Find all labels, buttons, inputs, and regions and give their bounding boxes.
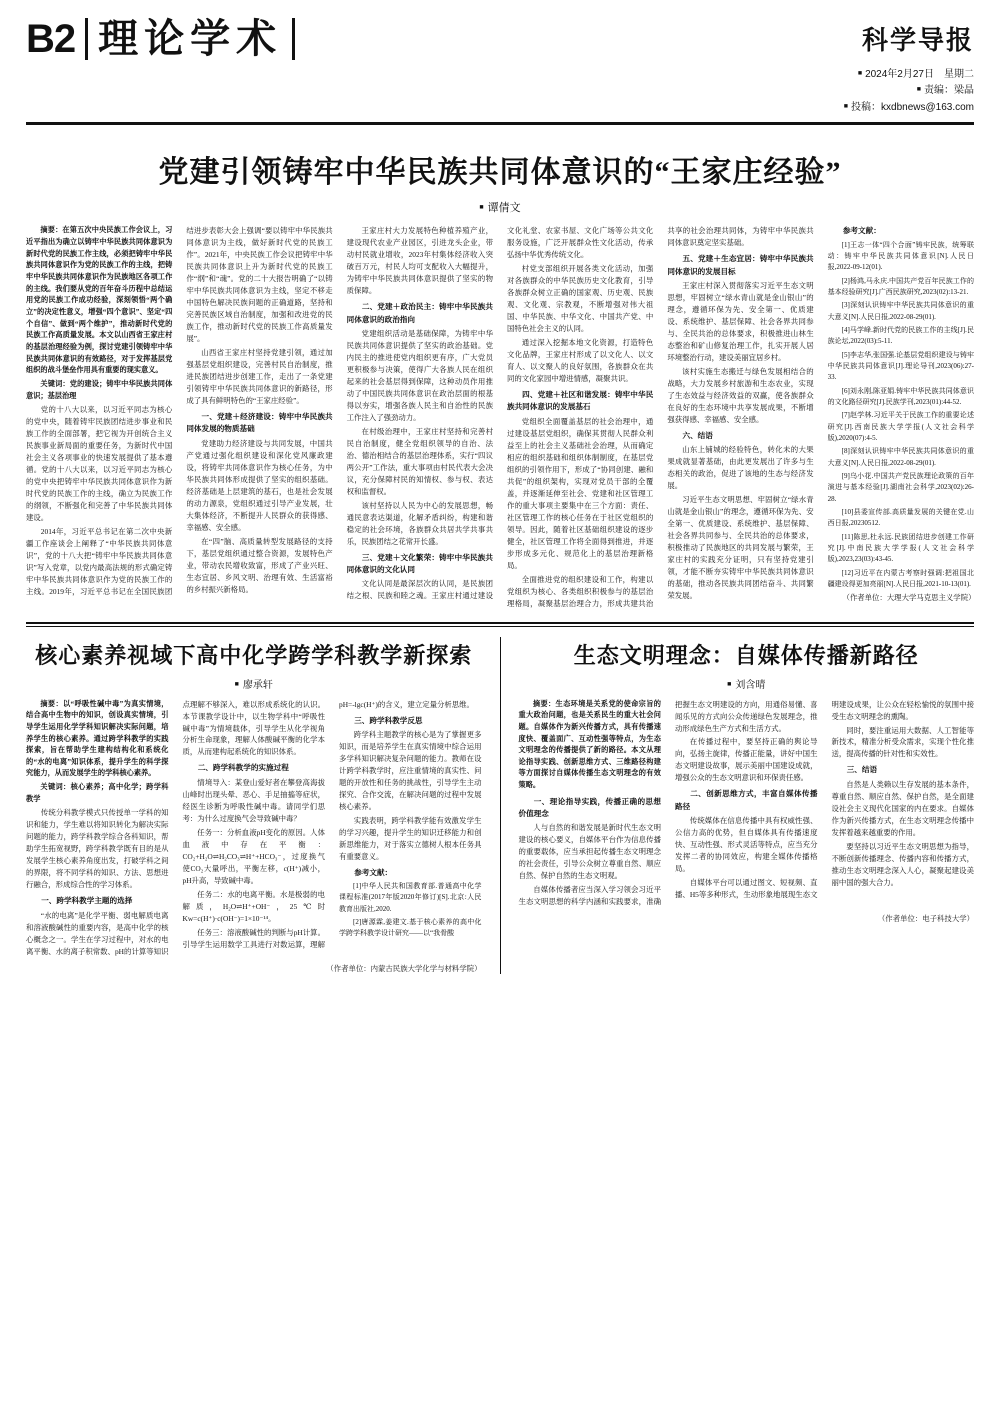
lead-paragraph: 文化认同是最深层次的认同，是民族团结之根、民族和睦之魂。王家庄村通过建设文化礼堂、农家书屋、文化广场等公共文化服务设施，广泛开展群众性文化活动，传承弘扬中华优秀传统文化。: [346, 226, 654, 601]
article-paragraph: 同时，要注重运用大数据、人工智能等新技术，精准分析受众需求，实现个性化推送，提高传播的针对性和实效性。: [831, 725, 974, 759]
article-right-body: [519, 699, 975, 909]
article-paragraph: 跨学科主题教学的核心是为了掌握更多知识，而是培养学生在真实情境中综合运用多学科知识解决复杂问题的能力。教师在设计跨学科教学时，应注重情境的真实性、问题的开放性和任务的挑战性，引导学生主动探究、合作交流，在解决问题的过程中发展核心素养。: [339, 729, 482, 811]
lead-paragraph: 该村坚持以人民为中心的发展思想，畅通民意表达渠道，化解矛盾纠纷，构建和谐稳定的社会环境，各族群众共居共学共事共乐，民族团结之花常开长盛。: [346, 500, 493, 546]
lead-section-heading: 四、党建＋社区和谐发展：铸牢中华民族共同体意识的发展基石: [506, 390, 654, 412]
reference-item: [6]刘永刚,陈亚娟.铸牢中华民族共同体意识的文化路径研究[J].民族学刊,2023(01):44-52.: [827, 386, 974, 406]
masthead-right: [844, 18, 974, 116]
publication-date: ■ 2024年2月27日 星期二: [844, 67, 974, 84]
article-paragraph: 实践表明，跨学科教学能有效激发学生的学习兴趣，提升学生的知识迁移能力和创新思维能力，对于落实立德树人根本任务具有重要意义。: [339, 815, 482, 861]
reference-item: [8]深刻认识铸牢中华民族共同体意识的重大意义[N].人民日报,2022-08-29(01).: [827, 447, 974, 467]
article-right-headline: 生态文明理念：自媒体传播新路径: [573, 642, 919, 668]
lead-byline: ■ 谭倩文: [26, 199, 974, 215]
lead-section-heading: 二、党建＋政治民主：铸牢中华民族共同体意识的政治指向: [346, 302, 493, 324]
references-heading: 参考文献：: [842, 226, 881, 236]
article-section-heading: 二、跨学科教学的实施过程: [197, 763, 289, 773]
reference-item: [2]杨鸿,马永庆.中国共产党百年民族工作的基本经验研究[J].广西民族研究,2023(02):13-21.: [827, 276, 974, 296]
lead-paragraph: 在村级治理中，王家庄村坚持和完善村民自治制度，健全党组织领导的自治、法治、德治相结合的基层治理体系，实行“四议两公开”工作法，重大事项由村民代表大会决议，充分保障村民的知情权、参与权、表达权和监督权。: [346, 426, 493, 496]
article-paragraph: 任务二：水的电离平衡。水是极弱的电解质，H₂O⇌H⁺+OH⁻，25℃时Kw=c(H⁺)·c(OH⁻)=1×10⁻¹⁴。: [182, 889, 325, 923]
lead-paragraph: 2014年，习近平总书记在第二次中央新疆工作座谈会上阐释了“中华民族共同体意识”，党的十八大把“铸牢中华民族共同体意识”写入党章，以党内最高法规的形式确定铸牢中华民族共同体意识作为党的民族工作的主线。2019年，习近平总书记在全国民族团结进步表彰大会上强调“要以铸牢中华民族共同体意识为主线，做好新时代党的民族工作”。2021年，中央民族工作会议把铸牢中华民族共同体意识上升为新时代党的民族工作“纲”和“魂”。党的二十大报告明确了“以铸牢中华民族共同体意识为主线，坚定不移走中国特色解决民族问题的正确道路，坚持和完善民族区域自治制度，加强和改进党的民族工作，推动新时代党的民族工作高质量发展”。: [26, 226, 333, 596]
submission-email: ■ 投稿：kxdbnews@163.com: [844, 100, 974, 117]
section-divider-thin: [26, 626, 974, 627]
article-paragraph: 人与自然的和谐发展是新时代生态文明建设的核心要义，自媒体平台作为信息传播的重要载体，应当承担起传播生态文明理念的社会责任，引导公众树立尊重自然、顺应自然、保护自然的生态文明观。: [518, 823, 661, 881]
lead-paragraph: 在“四”脑、高质量转型发展路径的支持下，基层党组织通过整合资源，发展特色产业，带动农民增收致富，形成了产业兴旺、生态宜居、乡风文明、治理有效、生活富裕的乡村振兴新格局。: [186, 536, 333, 594]
lead-paragraph: 王家庄村深入贯彻落实习近平生态文明思想，牢固树立“绿水青山就是金山银山”的理念，遵循环保为先、安全第一、优质建设、系统维护、基层保障、社会各界共同参与、全民共治的总体要求，积极推进山林生态整治和矿山修复治理工作，扎实开展人居环境整治行动，建设美丽宜居乡村。: [667, 280, 814, 362]
reference-item: [2]唐源霖,姜建文.基于核心素养的高中化学跨学科教学设计研究——以“我骨酸: [339, 917, 482, 938]
article-left-unit: （作者单位：内蒙古民族大学化学与材料学院）: [326, 963, 482, 973]
section-title: 理论学术: [85, 18, 295, 60]
article-section-heading: 三、跨学科教学反思: [354, 715, 423, 725]
references-heading: 参考文献：: [354, 867, 393, 877]
lead-abstract: 摘要：在第五次中央民族工作会议上，习近平指出为确立以铸牢中华民族共同体意识为新时代党的民族工作主线，必须把铸牢中华民族共同体意识作为党的民族工作的主线，把铸牢中华民族共同体意识作为民族地区各项工作的主线。我们要从党的百年奋斗历程中总结运用党的民族工作成功经验，深刻领悟“两个确立”的决定性意义，增强“四个意识”、坚定“四个自信”、做到“两个维护”，推动新时代党的民族工作高质量发展。本文以山西省王家庄村的基层治理经验为例，探讨党建引领铸牢中华民族共同体意识的有效路径，对于发挥基层党组织的战斗堡垒作用具有重要的现实意义。: [26, 226, 173, 375]
article-paragraph: 传统媒体在信息传播中具有权威性强、公信力高的优势，但自媒体具有传播速度快、互动性强、形式灵活等特点，应当充分发挥二者的协同效应，构建全媒体传播格局。: [675, 816, 818, 873]
section-divider-thick: [26, 622, 974, 624]
lead-paragraph: 全面推进党的组织建设和工作，构建以党组织为核心、各类组织积极参与的基层治理格局，凝聚基层治理合力，形成共建共治共享的社会治理共同体，为铸牢中华民族共同体意识奠定坚实基础。: [506, 226, 814, 608]
paper-name: 科学导报: [861, 26, 974, 55]
article-paragraph: 自然是人类赖以生存发展的基本条件，尊重自然、顺应自然、保护自然，是全面建设社会主义现代化国家的内在要求。自媒体作为新兴传播方式，在生态文明理念传播中发挥着越来越重要的作用。: [831, 779, 974, 837]
column-divider: [500, 637, 501, 974]
article-paragraph: 自媒体传播者应当深入学习领会习近平生态文明思想的科学内涵和实践要求，准确把握生态文明建设的方向，用通俗易懂、喜闻乐见的方式向公众传递绿色发展理念，推动形成绿色生产方式和生活方式。: [518, 699, 818, 907]
article-paragraph: 任务一：分析血液pH变化的原因。人体血液中存在平衡：CO₂+H₂O⇌H₂CO₃⇌H⁺+HCO₃⁻，过度换气使CO₂大量呼出，平衡左移，c(H⁺)减小，pH升高，导致碱中毒。: [182, 827, 325, 885]
article-left-headline: 核心素养视域下高中化学跨学科教学新探索: [35, 642, 473, 668]
article-right-byline: ■ 刘含晴: [519, 676, 975, 691]
reference-item: [1]王志一体“四个合面”铸牢民族，统筹联动：铸牢中华民族共同体意识[N].人民日报,2022-09-12(01).: [827, 240, 974, 272]
reference-item: [4]马学峰.新时代党的民族工作的主线[J].民族论坛,2022(03):5-11.: [827, 325, 974, 346]
article-paragraph: 任务三：溶液酸碱性的判断与pH计算。引导学生运用数学工具进行对数运算，理解pH=-lgc(H⁺)的含义，建立定量分析思维。: [182, 699, 474, 949]
reference-item: [9]乌小花.中国共产党民族理论政策的百年演进与基本经验[J].湖南社会科学,2023(02):26-28.: [827, 471, 974, 503]
lead-section-heading: 五、党建＋生态宜居：铸牢中华民族共同体意识的发展目标: [667, 254, 814, 276]
masthead: [26, 18, 974, 125]
lead-paragraph: 党建组织活动是基础保障，为铸牢中华民族共同体意识提供了坚实的政治基础。党内民主的推进使党内组织更有序，广大党员更积极参与决策，使得广大各族人民在组织起来的社会基层得到保障，这种动员作用推动了中国民族共同体意识在政治层面的根基得以夯实，增强各族人民主和自治性的民族工作注入了强劲动力。: [346, 328, 493, 422]
masthead-left: [26, 18, 295, 60]
lead-keywords: 关键词：党的建设；铸牢中华民族共同体意识；基层治理: [26, 379, 173, 400]
editor-label: ■ 责编：梁晶: [844, 83, 974, 100]
lead-section-heading: 一、党建＋经济建设：铸牢中华民族共同体发展的物质基础: [186, 412, 333, 434]
article-paragraph: 要坚持以习近平生态文明思想为指导，不断创新传播理念、传播内容和传播方式，推动生态文明理念深入人心，凝聚起建设美丽中国的强大合力。: [831, 841, 974, 887]
bottom-articles: [26, 637, 974, 974]
reference-item: [11]陈思,杜永远.民族团结进步创建工作研究[J].中南民族大学学报(人文社会科学版),2023,23(03):43-45.: [827, 532, 974, 564]
lead-paragraph: 王家庄村大力发展特色种植养殖产业，建设现代农业产业园区，引进龙头企业，带动村民就业增收，2023年村集体经济收入突破百万元，村民人均可支配收入大幅提升，为铸牢中华民族共同体意识提供了坚实的物质保障。: [346, 226, 493, 296]
article-keywords: 关键词：核心素养；高中化学；跨学科教学: [26, 783, 169, 803]
lead-headline: 党建引领铸牢中华民族共同体意识的“王家庄经验”: [158, 156, 842, 190]
article-paragraph: “水的电离”是化学平衡、弱电解质电离和溶液酸碱性的重要内容，是高中化学的核心概念之一。学生在学习过程中，对水的电离平衡、水的离子积常数、pH的计算等知识点理解不够深入，难以形成系统化的认识。本节课教学设计中，以生物学科中“呼吸性碱中毒”为情境载体，引导学生从化学视角分析生命现象，理解人体酸碱平衡的化学本质，从而建构起系统化的知识体系。: [26, 699, 325, 956]
lead-section-heading: 三、党建＋文化繁荣：铸牢中华民族共同体意识的文化认同: [346, 552, 493, 574]
article-section-heading: 三、结语: [846, 765, 878, 775]
article-paragraph: 情境导入：某登山爱好者在攀登高海拔山峰时出现头晕、恶心、手足抽搐等症状，经医生诊断为呼吸性碱中毒。请同学们思考：为什么过度换气会导致碱中毒？: [182, 777, 325, 823]
article-paragraph: 传统分科教学模式只传授单一学科的知识和能力，学生难以将知识转化为解决实际问题的能力，跨学科教学综合各科知识，帮助学生拓宽视野，跨学科教学既有目的是从发展学生核心素养角度出发，打破学科之间的界限，将不同学科的知识、方法、思想进行融合，形成综合性的学习体系。: [26, 808, 169, 890]
lead-paragraph: 党组织全面覆盖基层的社会治理中，通过建设基层党组织，确保其贯彻人民群众利益至上的社会主义基础社会治理，从而确定相应的组织基础和组织体制制度，在基层党组织的引领作用下，形成了“协同创建、融和共促”的组织架构，实现对党员干部的全覆盖，并逐渐延伸至社会、党建和社区管理工作的重大事项主要集中在三个方面：责任、社区管理工作的核心任务在于社区党组织的领导。因此，随着社区基础组织建设的逐步健全，社区管理工作将全面得到推进，并逐步形成多元化、规范化上的基层治理新格局。: [506, 416, 654, 570]
reference-item: [1]中华人民共和国教育部.普通高中化学课程标准(2017年版2020年修订)[S].北京:人民教育出版社,2020.: [339, 881, 482, 913]
reference-item: [3]深刻认识铸牢中华民族共同体意识的重大意义[N].人民日报,2022-08-29(01).: [827, 301, 974, 321]
article-abstract: 摘要：生态环境是关系党的使命宗旨的重大政治问题，也是关系民生的重大社会问题。自媒体作为新兴传播方式，具有传播速度快、覆盖面广、互动性强等特点，为生态文明理念的传播提供了新的路径。本文从理论指导实践、创新思维方式、三维路径构建等方面探讨自媒体传播生态文明理念的有效策略。: [518, 699, 661, 790]
article-abstract: 摘要：以“呼吸性碱中毒”为真实情境，结合高中生物中的知识，创设真实情境，引导学生运用化学学科知识解决实际问题，培养学生的核心素养。通过跨学科教学的实践探索，旨在帮助学生建构结构化和系统化的“水的电离”知识体系，提升学生的科学探究能力，从而发展学生的学科核心素养。: [26, 699, 169, 778]
lead-paragraph: 党建助力经济建设与共同发展，中国共产党通过强化组织建设和深化党风廉政建设，将铸牢共同体意识作为核心任务，为中华民族共同体形成提供了坚实的组织基础。经济基础是上层建筑的基石，也是社会发展的动力源泉，党组织通过引导产业发展，壮大集体经济，不断提升人民群众的获得感、幸福感、安全感。: [186, 438, 333, 532]
article-section-heading: 二、创新思维方式，丰富自媒体传播路径: [675, 789, 818, 811]
lead-body: [26, 225, 974, 609]
lead-paragraph: 该村实施生态搬迁与绿色发展相结合的战略，大力发展乡村旅游和生态农业，实现了生态效益与经济效益的双赢，使各族群众在良好的生态环境中共享发展成果，不断增强获得感、幸福感、安全感。: [667, 366, 814, 424]
article-left: [26, 637, 482, 974]
article-right-unit: （作者单位：电子科技大学）: [877, 914, 974, 924]
reference-item: [10]县委宣传部.高质量发展的关键在党.山西日报,20230512.: [827, 507, 974, 528]
article-section-heading: 一、跨学科教学主题的选择: [41, 896, 133, 906]
lead-section-heading: 六、结语: [682, 430, 713, 440]
lead-author-unit: （作者单位：大理大学马克思主义学院）: [842, 593, 976, 603]
lead-paragraph: 党的十八大以来，以习近平同志为核心的党中央，随着铸牢民族团结进步事业和民族工作的全面部署，把它视为开创统合主义民族事业新局面的重要任务，为新时代中国社会主义各项事业的快速发展提供了基本遵循。党的十八大以来，以习近平同志为核心的党中央把铸牢中华民族共同体意识作为新时代党的民族工作的主线，确立为民族工作的纲领，不断强化和完善了中华民族共同体建设。: [26, 405, 173, 523]
lead-paragraph: 山西省王家庄村坚持党建引领，通过加强基层党组织建设，完善村民自治制度，推进民族团结进步创建工作，走出了一条党建引领铸牢中华民族共同体意识的新路径，形成了具有鲜明特色的“王家庄经验”。: [186, 348, 333, 406]
article-paragraph: 在传播过程中，要坚持正确的舆论导向，弘扬主旋律，传播正能量，讲好中国生态文明建设故事，展示美丽中国建设成就，增强公众的生态文明意识和环保责任感。: [675, 737, 818, 783]
article-paragraph: 自媒体平台可以通过图文、短视频、直播、H5等多种形式，生动形象地展现生态文明建设成果，让公众在轻松愉悦的氛围中接受生态文明理念的熏陶。: [675, 699, 974, 899]
reference-item: [7]赵学林.习近平关于民族工作的重要论述研究[J].西南民族大学学报(人文社会科学版),2020(07):4-5.: [827, 411, 974, 442]
lead-paragraph: 习近平生态文明思想、牢固树立“绿水青山就是金山银山”的理念，遵循环保为先、安全第一、优质建设、系统维护、基层保障、社会各界共同参与、全民共治的总体要求，积极推动了民族地区的共同发展与繁荣，王家庄村的实践充分证明，只有坚持党建引领，才能不断夯实铸牢中华民族共同体意识的基础，推动各民族共同团结奋斗、共同繁荣发展。: [667, 495, 814, 600]
article-right: [519, 637, 975, 974]
article-left-byline: ■ 廖承轩: [26, 676, 482, 691]
lead-paragraph: 通过深入挖掘本地文化资源，打造特色文化品牌，王家庄村形成了以文化人、以文育人、以文聚人的良好氛围，各族群众在共同的文化家园中增进情感，凝聚共识。: [506, 338, 654, 384]
article-section-heading: 一、理论指导实践，传播正确的思想价值理念: [518, 796, 661, 819]
lead-paragraph: 山东上铺城的经验特色，转化未的大果果成就显著基础，由此更发展出了许多与生态相关的政治，促进了该地的生态与经济发展。: [667, 445, 814, 491]
page-number: B2: [26, 17, 76, 61]
lead-paragraph: 村党支部组织开展各类文化活动，加强对各族群众的中华民族历史文化教育，引导各族群众树立正确的国家观、历史观、民族观、文化观、宗教观，不断增强对伟大祖国、中华民族、中华文化、中国共产党、中国特色社会主义的认同。: [506, 264, 654, 334]
reference-item: [12]习近平在内蒙古考察时强调:把祖国北疆建设得更加亮丽[N].人民日报,2021-10-13(01).: [827, 568, 974, 588]
article-left-body: [26, 699, 482, 958]
reference-item: [5]李志华,张国强.论基层党组织建设与铸牢中华民族共同体意识[J].理论导刊,2023(06):27-33.: [827, 350, 974, 382]
